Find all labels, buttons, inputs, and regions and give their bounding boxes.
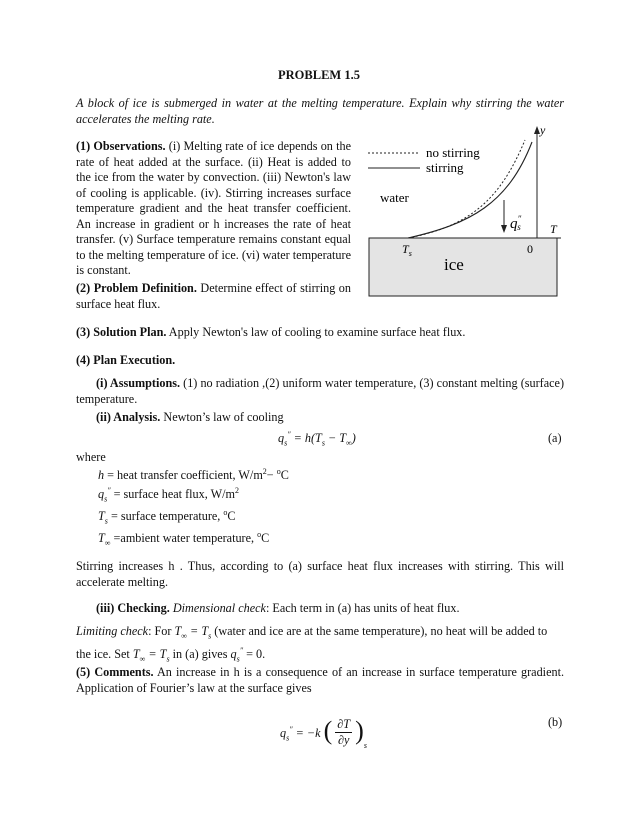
where-label: where [76,450,106,464]
checking-paragraph [96,601,556,617]
legend-no-stirring-label: no stirring [426,145,480,160]
limiting-check-text1: (water and ice are at the same temperature), no heat will be added to [214,624,548,638]
water-label: water [380,190,409,205]
dimensional-check-label: Dimensional check [172,601,266,615]
comments-text: An increase in h is a consequence of an increase in surface temperature gradient. Application of Fourier’s law at the surface gives [76,665,565,695]
solution-plan-heading: (3) Solution Plan. [76,325,167,339]
heat-flux-arrowhead [501,225,507,233]
plan-execution-heading: (4) Plan Execution. [76,353,176,367]
ice-water-figure [360,120,570,300]
comments-heading: (5) Comments. [76,665,154,679]
assumptions-text: (1) no radiation ,(2) uniform water temperature, (3) constant melting (surface) temperature. [76,376,565,406]
dimensional-check-text: : Each term in (a) has units of heat flux. [265,601,460,615]
equation-a: $q_s'' = h(T_s - T_\infty)$ [278,430,356,448]
zero-label: 0 [527,242,533,256]
analysis-heading: (ii) Analysis. [96,410,161,424]
checking-heading: (iii) Checking. [96,601,170,615]
comments-paragraph [76,665,564,696]
definition-qs: $q_s''$ = surface heat flux, $W/m^2$ [98,486,239,504]
definition-text: Determine effect of stirring on surface heat flux. [76,281,351,311]
t-axis-label: T [550,222,557,236]
problem-statement: A block of ice is submerged in water at the melting temperature. Explain why stirring the water accelerates the melting rate. [76,96,564,126]
ts-label: $T_s$ [402,242,412,258]
definition-h: h = heat transfer coefficient, $W/m^2- ^oC$ [98,467,289,483]
analysis-text: Newton’s law of cooling [163,410,284,424]
analysis-conclusion: Stirring increases h . Thus, according to (a) surface heat flux increases with stirring. This will accelerate melting. [76,559,564,589]
assumptions-paragraph [76,376,564,407]
problem-title: PROBLEM 1.5 [278,68,360,82]
observations-heading: (1) Observations. [76,139,166,153]
analysis-paragraph [96,410,556,426]
assumptions-heading: (i) Assumptions. [96,376,181,390]
limiting-check-label: Limiting check [76,624,149,638]
definition-paragraph [76,281,351,312]
legend-stirring-label: stirring [426,160,464,175]
definition-tinf: $T_\infty$ =ambient water temperature, $^o$C [98,530,270,548]
observations-paragraph [76,139,351,279]
solution-plan-paragraph [76,325,564,341]
observations-text: (i) Melting rate of ice depends on the rate of heat added at the surface. (ii) Heat is added to the ice from the water by convection. (iii) Newton's law of cooling is applicable. (iv). Stirring increases surface temperature gradient and the heat transfer coefficient. An increase in gradient or h increases the rate of heat transfer. (v) Surface temperature remains constant equal to the melting temperature of ice. (vi) water temperature is constant. [76,139,352,277]
equation-b-tag: (b) [548,715,563,729]
equation-b: $q_s'' = -k$ ( $\frac{\partial T}{\partial y}$ )$_s$ [280,716,367,751]
qs-label: q″ s [510,214,522,232]
y-axis-label: y [540,123,546,137]
definition-ts: $T_s$ = surface temperature, $^o$C [98,508,236,526]
limiting-check-line1: Limiting check: For $T_\infty = T_s$ (water and ice are at the same temperature), no heat will be added to [76,624,548,641]
limiting-check-line2: the ice. Set $T_\infty = T_s$ in (a) gives $q_s'' = 0$. [76,646,266,664]
equation-a-tag: (a) [548,431,562,445]
solution-plan-text: Apply Newton's law of cooling to examine surface heat flux. [168,325,466,339]
ice-label: ice [444,255,464,274]
definition-heading: (2) Problem Definition. [76,281,197,295]
